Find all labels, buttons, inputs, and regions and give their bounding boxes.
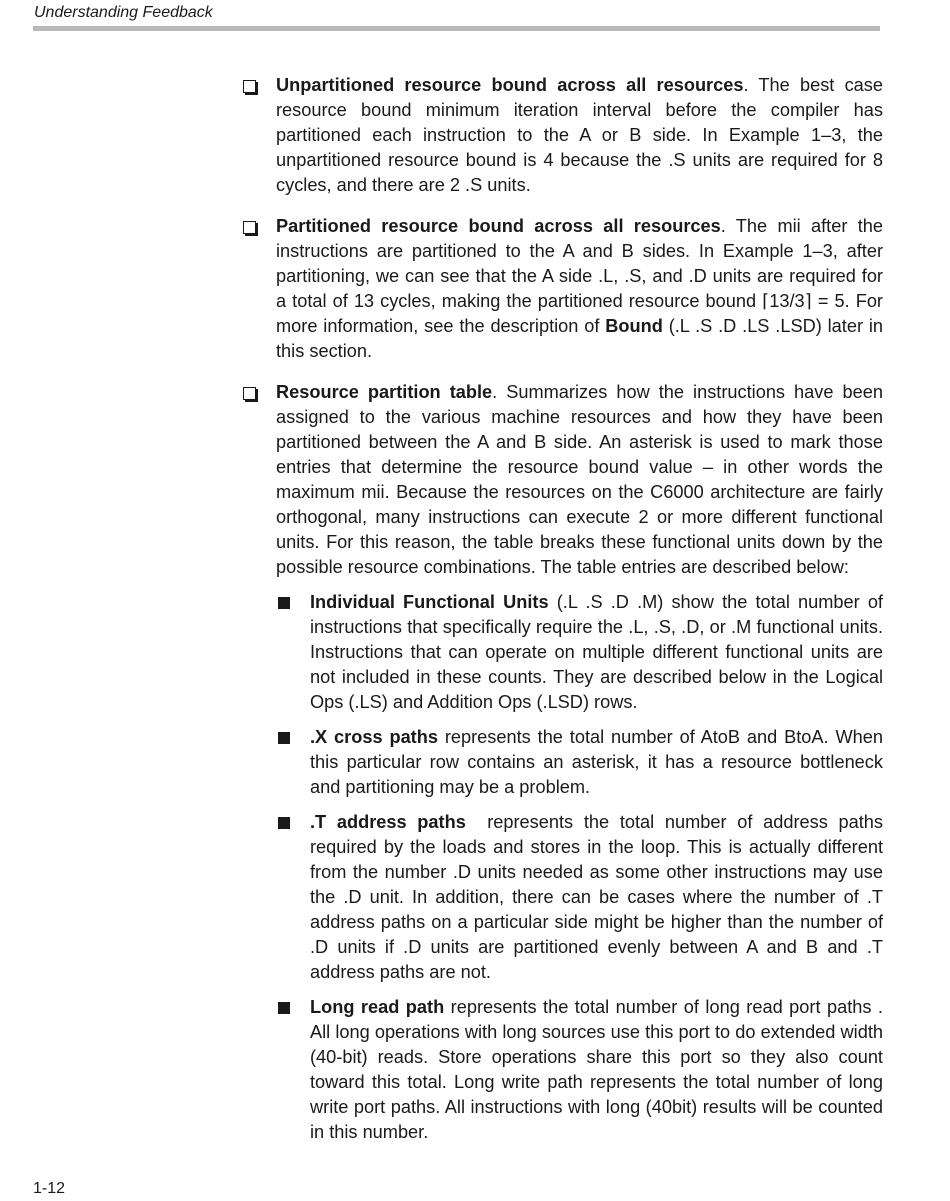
sub-item-body: (.L .S .D .M) show the total number of instructions that specifically require the .L, .S, .D, or .M functional units. Instructions that can operate on multiple different functional units are not included in these counts. They are described below in the Logical Ops (.LS) and Addition Ops (.LSD) rows. (310, 592, 883, 712)
sub-item-term: Individual Functional Units (310, 592, 549, 612)
checkbox-bullet-icon (243, 221, 256, 234)
item-body: . Summarizes how the instructions have been assigned to the various machine resources and how they have been partitioned between the A and B side. An asterisk is used to mark those entries that determine the resource bound value – in other words the maximum mii. Because the resources on the C6000 architecture are fairly orthogonal, many instructions can execute 2 or more different functional units. For this reason, the table breaks these functional units down by the possible resource combinations. The table entries are described below: (276, 382, 883, 577)
checkbox-bullet-icon (243, 387, 256, 400)
bullet-item-partitioned-bound (240, 214, 883, 364)
running-header: Understanding Feedback (34, 4, 213, 21)
item-term: Partitioned resource bound across all resources (276, 216, 721, 236)
sub-item-body: represents the total number of long read port paths . All long operations with long sources use this port to do extended width (40-bit) reads. Store operations share this port so they also count toward this total. Long write path represents the total number of long write port paths. All instructions with long (40bit) results will be counted in this number. (310, 997, 883, 1142)
sub-item-body: represents the total number of AtoB and BtoA. When this particular row contains an asterisk, it has a resource bottleneck and partitioning may be a problem. (310, 727, 883, 797)
sub-item-long-read-path (240, 995, 883, 1145)
square-bullet-icon (278, 1002, 290, 1014)
item-term: Unpartitioned resource bound across all resources (276, 75, 744, 95)
square-bullet-icon (278, 732, 290, 744)
item-body: . The mii after the instructions are partitioned to the A and B sides. In Example 1–3, after partitioning, we can see that the A side .L, .S, and .D units are required for a total of 13 cycles, making the partitioned resource bound ⌈13/3⌉ = 5. For more information, see the description of (276, 216, 883, 336)
main-content (240, 73, 889, 1155)
header-rule (33, 26, 880, 31)
sub-item-x-cross-paths (240, 725, 883, 800)
item-body-continued: (.L .S .D .LS .LSD) later in this section. (276, 316, 883, 361)
bullet-item-unpartitioned-bound (240, 73, 883, 198)
item-body: . The best case resource bound minimum iteration interval before the compiler has partitioned each instruction to the A or B side. In Example 1–3, the unpartitioned resource bound is 4 because the .S units are required for 8 cycles, and there are 2 .S units. (276, 75, 883, 195)
sub-item-t-address-paths (240, 810, 889, 985)
sub-item-term: .T address paths (310, 812, 466, 832)
sub-item-body: represents the total number of address paths required by the loads and stores in the loop. This is actually different from the number .D units needed as some other instructions may use the .D unit. In addition, there can be cases where the number of .T address paths on a particular side might be higher than the number of .D units if .D units are partitioned evenly between A and B and .T address paths are not. (310, 812, 889, 982)
item-term: Resource partition table (276, 382, 493, 402)
square-bullet-icon (278, 817, 290, 829)
table-entries-list (240, 590, 889, 1145)
checkbox-bullet-icon (243, 80, 256, 93)
sub-item-individual-functional-units (240, 590, 883, 715)
page-number: 1-12 (33, 1180, 66, 1197)
square-bullet-icon (278, 597, 290, 609)
sub-item-term: .X cross paths (310, 727, 438, 747)
item-bold-reference: Bound (605, 316, 663, 336)
sub-item-term: Long read path (310, 997, 445, 1017)
bullet-item-resource-partition-table (240, 380, 883, 580)
